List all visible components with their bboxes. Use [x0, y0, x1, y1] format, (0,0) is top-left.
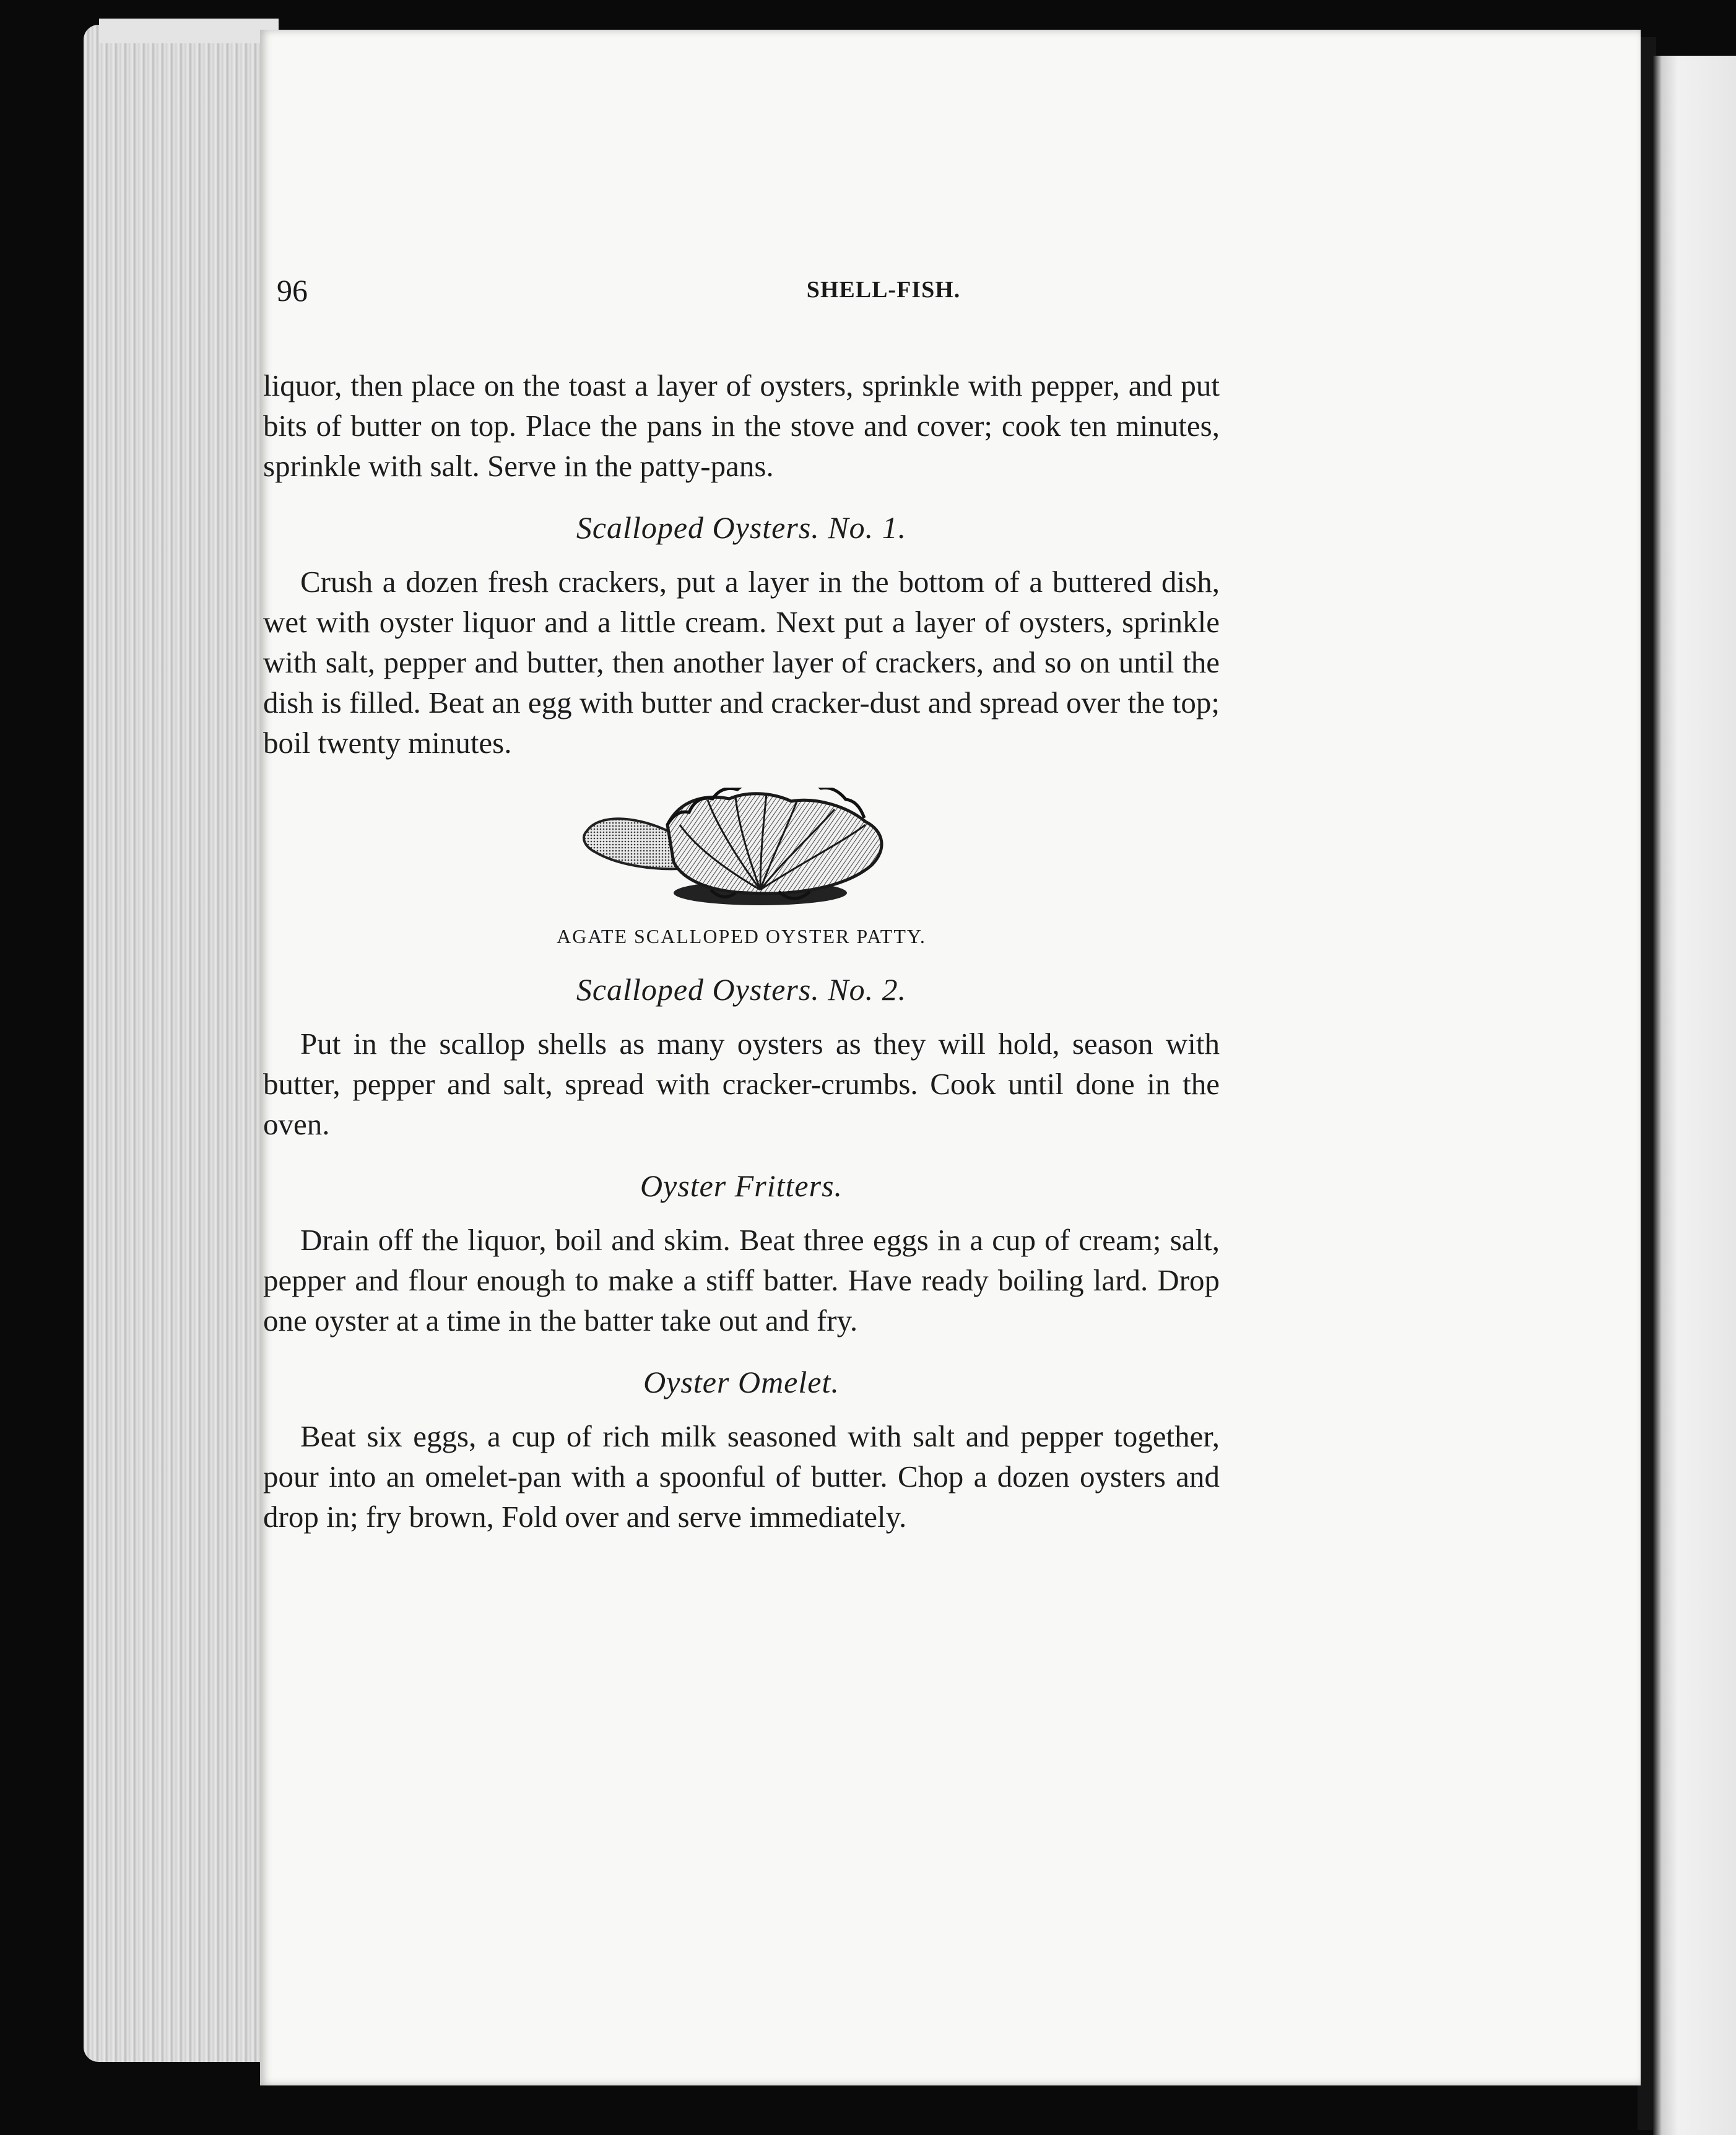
recipe-title-oyster-fritters: Oyster Fritters.: [640, 1168, 843, 1203]
page-edges-top: [99, 19, 279, 43]
intro-paragraph: liquor, then place on the toast a layer of oysters, sprinkle with pepper, and put bits of butter on top. Place the pans in the stove and cover; cook ten minutes, sprinkle with salt. Serve in the patty-pans.: [263, 368, 1220, 483]
scallop-shell-dish-illustration-icon: [575, 788, 909, 911]
recipe-title-oyster-omelet: Oyster Omelet.: [643, 1365, 840, 1399]
page-number: 96: [277, 273, 308, 308]
facing-page-edge: [1653, 56, 1736, 2135]
page-body: [263, 365, 1220, 1537]
recipe-text-oyster-fritters: Drain off the liquor, boil and skim. Beat three eggs in a cup of cream; salt, pepper and flour enough to make a stiff batter. Have ready boiling lard. Drop one oyster at a time in the batter take out and fry.: [263, 1223, 1220, 1337]
figure-caption: AGATE SCALLOPED OYSTER PATTY.: [557, 925, 926, 947]
recipe-text-oyster-omelet: Beat six eggs, a cup of rich milk seasoned with salt and pepper together, pour into an omelet-pan with a spoonful of butter. Chop a dozen oysters and drop in; fry brown, Fold over and serve immediately.: [263, 1419, 1220, 1534]
recipe-text-scalloped-oysters-1: Crush a dozen fresh crackers, put a layer in the bottom of a buttered dish, wet with oyster liquor and a little cream. Next put a layer of oysters, sprinkle with salt, pepper and butter, then another layer of crackers, and so on until the dish is filled. Beat an egg with butter and cracker-dust and spread over the top; boil twenty minutes.: [263, 565, 1220, 760]
recipe-title-scalloped-oysters-2: Scalloped Oysters. No. 2.: [576, 972, 907, 1007]
running-head: SHELL-FISH.: [806, 277, 961, 303]
page-header: [277, 272, 1236, 322]
recipe-text-scalloped-oysters-2: Put in the scallop shells as many oysters as they will hold, season with butter, pepper and salt, spread with cracker-crumbs. Cook until done in the oven.: [263, 1027, 1220, 1141]
page-edges-stack: [84, 25, 269, 2062]
recipe-title-scalloped-oysters-1: Scalloped Oysters. No. 1.: [576, 510, 907, 545]
oyster-patty-figure: [263, 788, 1220, 948]
